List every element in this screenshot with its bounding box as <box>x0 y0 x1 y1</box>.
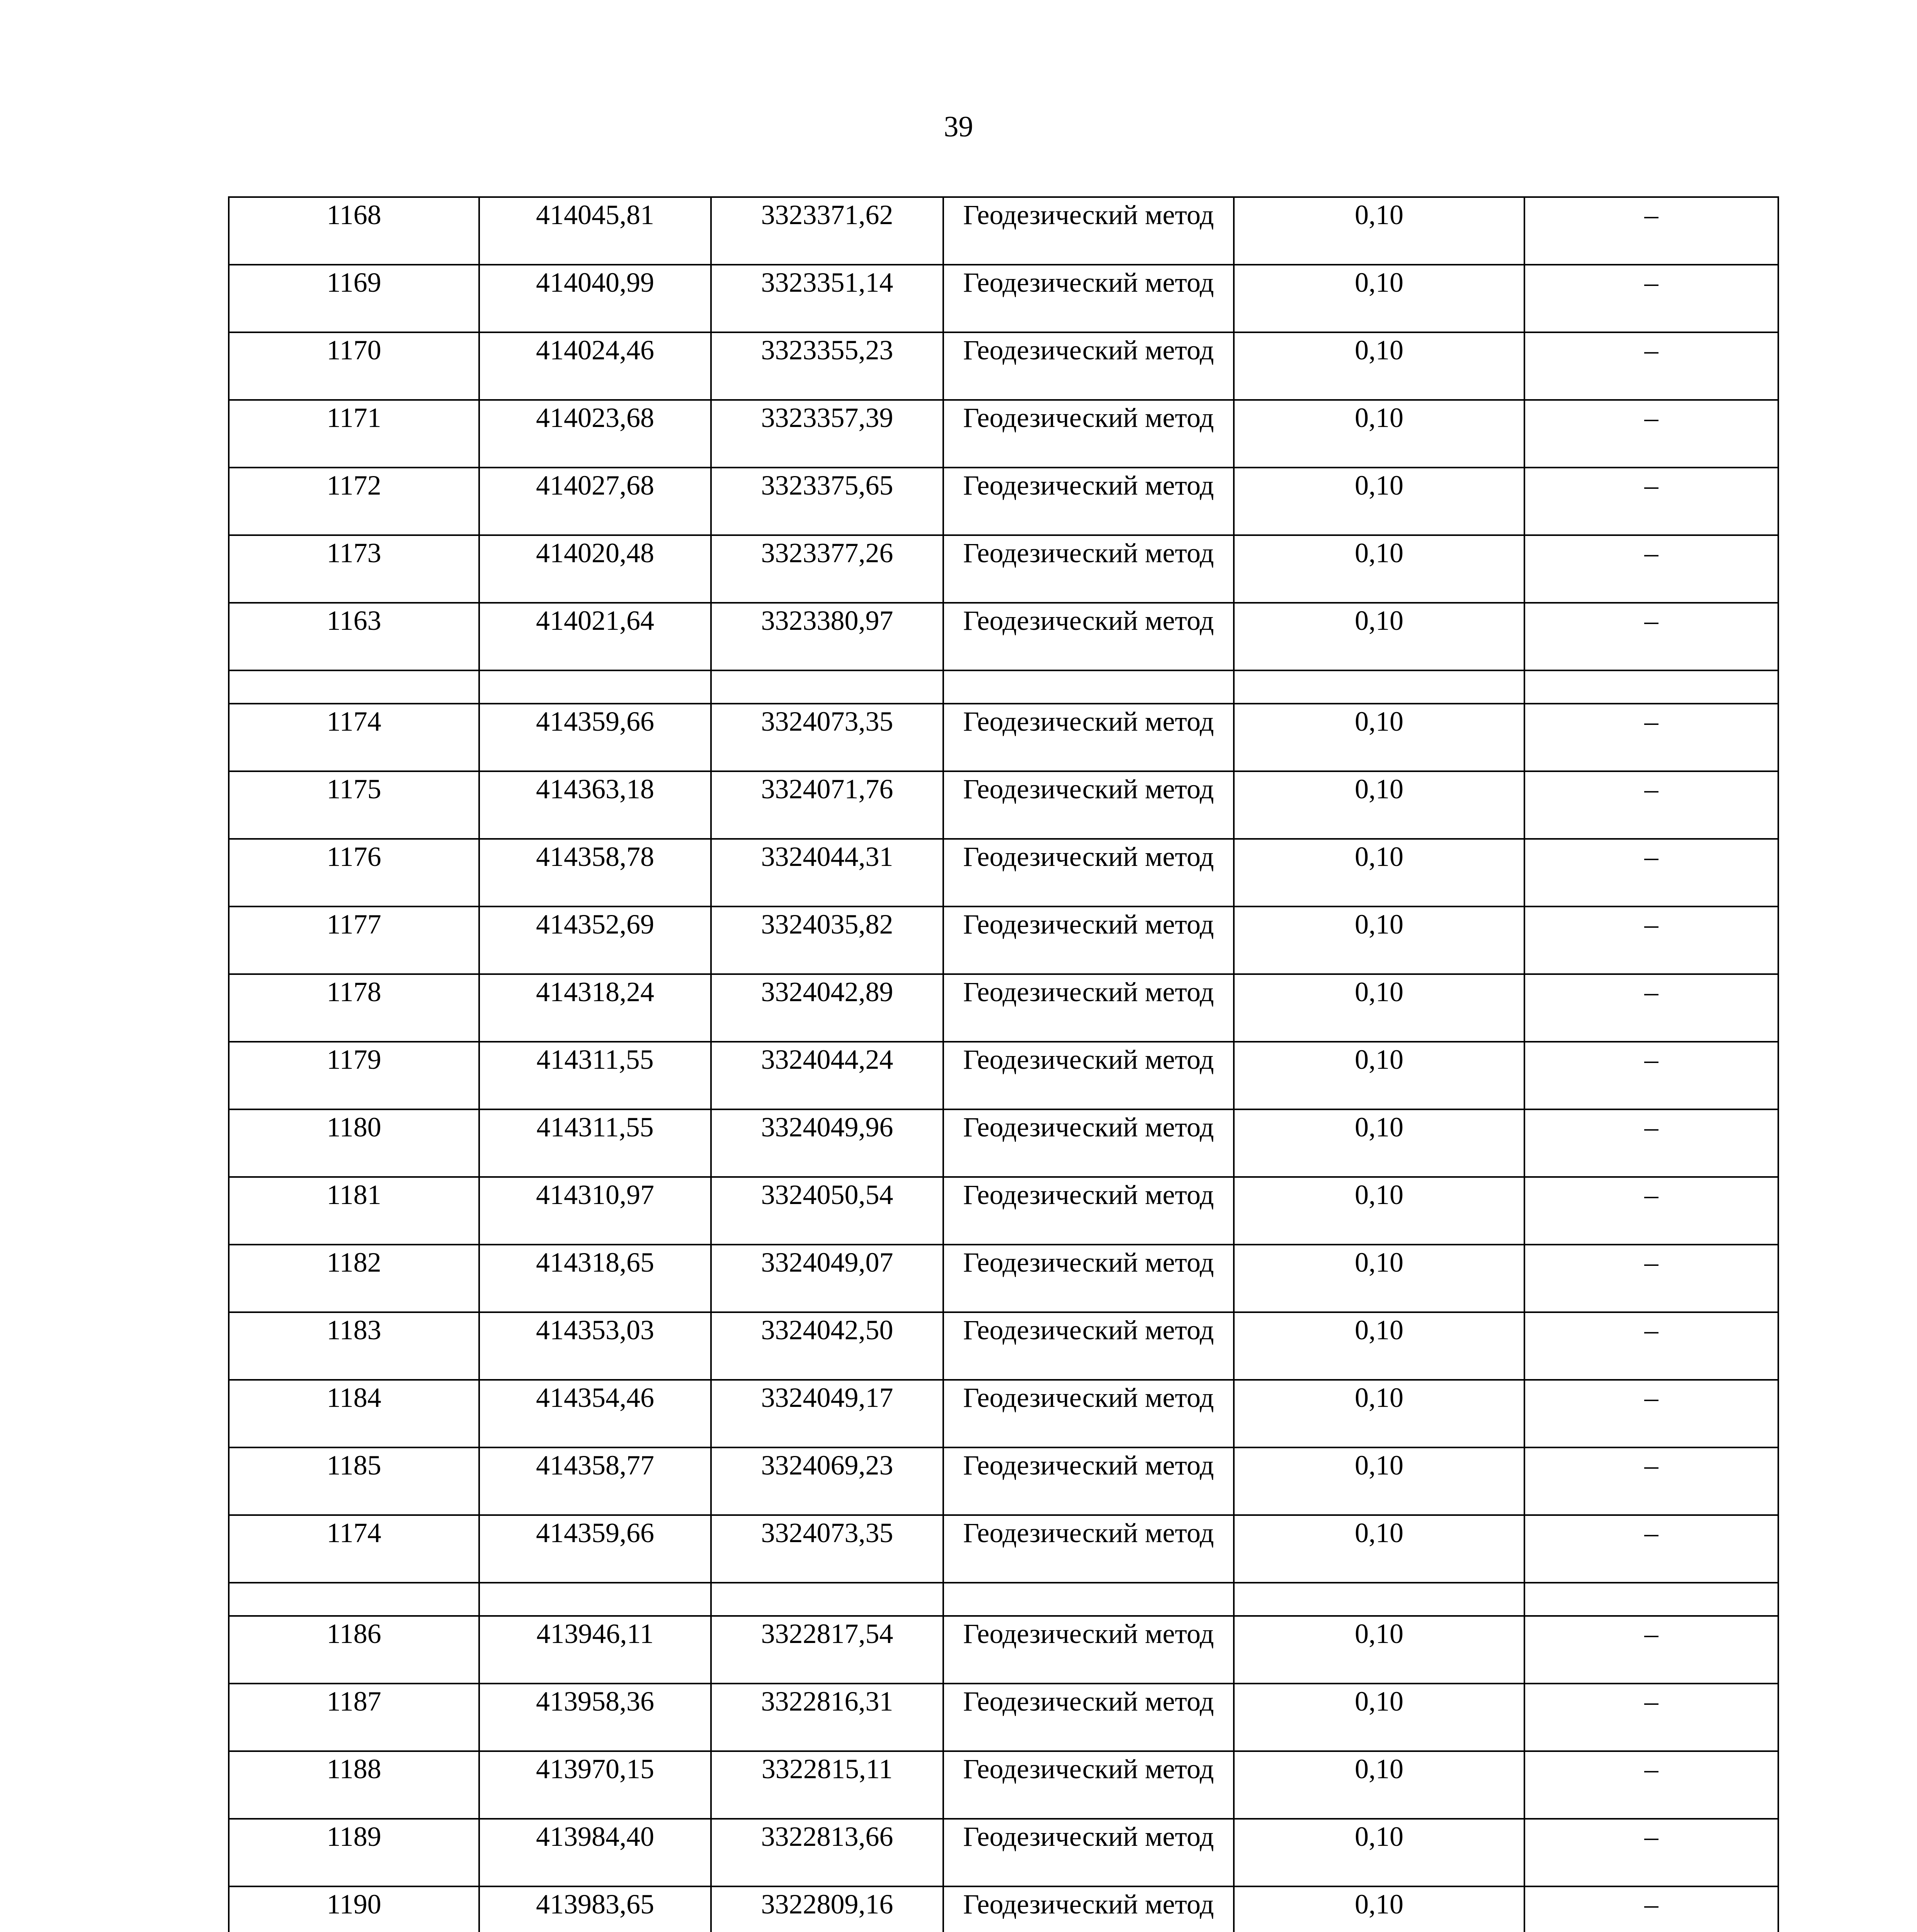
method-text: Геодезический метод <box>963 1179 1214 1210</box>
table-row <box>229 1245 1778 1312</box>
x-coordinate-cell: 414311,55 <box>479 1042 711 1109</box>
accuracy-cell: 0,10 <box>1234 1515 1524 1583</box>
method-cell <box>943 1751 1234 1819</box>
method-cell <box>943 974 1234 1042</box>
table-row <box>229 1312 1778 1380</box>
y-coordinate-cell: 3324042,89 <box>711 974 943 1042</box>
point-number-cell: 1175 <box>229 771 479 839</box>
method-cell <box>943 1380 1234 1447</box>
method-text: Геодезический метод <box>963 605 1214 636</box>
table-row <box>229 1447 1778 1515</box>
empty-cell <box>479 1583 711 1616</box>
accuracy-cell: 0,10 <box>1234 332 1524 400</box>
y-coordinate-cell: 3324042,50 <box>711 1312 943 1380</box>
note-cell: – <box>1524 704 1778 771</box>
empty-cell <box>479 670 711 704</box>
method-cell <box>943 1819 1234 1886</box>
table-row <box>229 1819 1778 1886</box>
table-row <box>229 906 1778 974</box>
point-number-cell: 1169 <box>229 265 479 332</box>
x-coordinate-cell: 414358,78 <box>479 839 711 906</box>
x-coordinate-cell: 413970,15 <box>479 1751 711 1819</box>
y-coordinate-cell: 3324049,17 <box>711 1380 943 1447</box>
x-coordinate-cell: 414318,24 <box>479 974 711 1042</box>
y-coordinate-cell: 3322817,54 <box>711 1616 943 1684</box>
accuracy-cell: 0,10 <box>1234 1109 1524 1177</box>
y-coordinate-cell: 3324035,82 <box>711 906 943 974</box>
method-text: Геодезический метод <box>963 537 1214 568</box>
method-text: Геодезический метод <box>963 841 1214 872</box>
accuracy-cell: 0,10 <box>1234 1886 1524 1932</box>
accuracy-cell: 0,10 <box>1234 1447 1524 1515</box>
method-text: Геодезический метод <box>963 774 1214 804</box>
y-coordinate-cell: 3323371,62 <box>711 197 943 265</box>
method-text: Геодезический метод <box>963 1618 1214 1649</box>
method-cell <box>943 839 1234 906</box>
x-coordinate-cell: 414318,65 <box>479 1245 711 1312</box>
accuracy-cell: 0,10 <box>1234 974 1524 1042</box>
method-cell <box>943 1684 1234 1751</box>
method-text: Геодезический метод <box>963 199 1214 230</box>
method-cell <box>943 1312 1234 1380</box>
point-number-cell: 1174 <box>229 1515 479 1583</box>
empty-cell <box>711 670 943 704</box>
point-number-cell: 1187 <box>229 1684 479 1751</box>
note-cell: – <box>1524 1515 1778 1583</box>
method-cell <box>943 1245 1234 1312</box>
empty-cell <box>943 1583 1234 1616</box>
x-coordinate-cell: 414045,81 <box>479 197 711 265</box>
note-cell: – <box>1524 1886 1778 1932</box>
x-coordinate-cell: 414020,48 <box>479 535 711 603</box>
point-number-cell: 1163 <box>229 603 479 670</box>
note-cell: – <box>1524 1312 1778 1380</box>
point-number-cell: 1173 <box>229 535 479 603</box>
accuracy-cell: 0,10 <box>1234 771 1524 839</box>
point-number-cell: 1179 <box>229 1042 479 1109</box>
y-coordinate-cell: 3324044,24 <box>711 1042 943 1109</box>
table-row <box>229 400 1778 468</box>
x-coordinate-cell: 413983,65 <box>479 1886 711 1932</box>
accuracy-cell: 0,10 <box>1234 1819 1524 1886</box>
x-coordinate-cell: 413958,36 <box>479 1684 711 1751</box>
method-text: Геодезический метод <box>963 706 1214 737</box>
table-row <box>229 603 1778 670</box>
point-number-cell: 1177 <box>229 906 479 974</box>
accuracy-cell: 0,10 <box>1234 1380 1524 1447</box>
coordinates-table <box>228 196 1779 1932</box>
method-cell <box>943 1515 1234 1583</box>
method-cell <box>943 197 1234 265</box>
accuracy-cell: 0,10 <box>1234 1312 1524 1380</box>
y-coordinate-cell: 3323355,23 <box>711 332 943 400</box>
x-coordinate-cell: 414353,03 <box>479 1312 711 1380</box>
empty-cell <box>943 670 1234 704</box>
method-cell <box>943 1177 1234 1245</box>
table-row <box>229 704 1778 771</box>
table-row <box>229 1042 1778 1109</box>
table-row <box>229 1515 1778 1583</box>
y-coordinate-cell: 3323375,65 <box>711 468 943 535</box>
table-row <box>229 974 1778 1042</box>
x-coordinate-cell: 414359,66 <box>479 1515 711 1583</box>
point-number-cell: 1182 <box>229 1245 479 1312</box>
method-text: Геодезический метод <box>963 1112 1214 1143</box>
x-coordinate-cell: 414024,46 <box>479 332 711 400</box>
accuracy-cell: 0,10 <box>1234 1751 1524 1819</box>
method-cell <box>943 1042 1234 1109</box>
note-cell: – <box>1524 1684 1778 1751</box>
accuracy-cell: 0,10 <box>1234 1177 1524 1245</box>
y-coordinate-cell: 3324049,07 <box>711 1245 943 1312</box>
method-cell <box>943 603 1234 670</box>
accuracy-cell: 0,10 <box>1234 468 1524 535</box>
empty-cell <box>229 670 479 704</box>
x-coordinate-cell: 414354,46 <box>479 1380 711 1447</box>
point-number-cell: 1188 <box>229 1751 479 1819</box>
accuracy-cell: 0,10 <box>1234 1616 1524 1684</box>
note-cell: – <box>1524 906 1778 974</box>
point-number-cell: 1174 <box>229 704 479 771</box>
note-cell: – <box>1524 1819 1778 1886</box>
x-coordinate-cell: 414310,97 <box>479 1177 711 1245</box>
point-number-cell: 1172 <box>229 468 479 535</box>
method-cell <box>943 1109 1234 1177</box>
table-row <box>229 1380 1778 1447</box>
x-coordinate-cell: 413946,11 <box>479 1616 711 1684</box>
note-cell: – <box>1524 1447 1778 1515</box>
accuracy-cell: 0,10 <box>1234 704 1524 771</box>
method-cell <box>943 1616 1234 1684</box>
note-cell: – <box>1524 771 1778 839</box>
method-text: Геодезический метод <box>963 1044 1214 1075</box>
method-cell <box>943 771 1234 839</box>
method-cell <box>943 1886 1234 1932</box>
x-coordinate-cell: 414311,55 <box>479 1109 711 1177</box>
point-number-cell: 1170 <box>229 332 479 400</box>
accuracy-cell: 0,10 <box>1234 1042 1524 1109</box>
page-number: 39 <box>944 111 973 143</box>
y-coordinate-cell: 3324044,31 <box>711 839 943 906</box>
table-row <box>229 332 1778 400</box>
y-coordinate-cell: 3323357,39 <box>711 400 943 468</box>
coordinates-table-body <box>229 197 1778 1932</box>
accuracy-cell: 0,10 <box>1234 535 1524 603</box>
point-number-cell: 1190 <box>229 1886 479 1932</box>
point-number-cell: 1171 <box>229 400 479 468</box>
table-row <box>229 1751 1778 1819</box>
table-row <box>229 771 1778 839</box>
note-cell: – <box>1524 468 1778 535</box>
accuracy-cell: 0,10 <box>1234 603 1524 670</box>
y-coordinate-cell: 3323351,14 <box>711 265 943 332</box>
table-row <box>229 197 1778 265</box>
accuracy-cell: 0,10 <box>1234 197 1524 265</box>
point-number-cell: 1180 <box>229 1109 479 1177</box>
y-coordinate-cell: 3323377,26 <box>711 535 943 603</box>
point-number-cell: 1183 <box>229 1312 479 1380</box>
separator-row <box>229 670 1778 704</box>
method-cell <box>943 1447 1234 1515</box>
y-coordinate-cell: 3322816,31 <box>711 1684 943 1751</box>
note-cell: – <box>1524 1042 1778 1109</box>
y-coordinate-cell: 3324049,96 <box>711 1109 943 1177</box>
method-text: Геодезический метод <box>963 1889 1214 1920</box>
method-cell <box>943 704 1234 771</box>
note-cell: – <box>1524 1751 1778 1819</box>
point-number-cell: 1189 <box>229 1819 479 1886</box>
point-number-cell: 1186 <box>229 1616 479 1684</box>
table-row <box>229 839 1778 906</box>
accuracy-cell: 0,10 <box>1234 1245 1524 1312</box>
method-cell <box>943 400 1234 468</box>
method-text: Геодезический метод <box>963 1517 1214 1548</box>
method-text: Геодезический метод <box>963 1821 1214 1852</box>
method-text: Геодезический метод <box>963 1315 1214 1345</box>
accuracy-cell: 0,10 <box>1234 400 1524 468</box>
y-coordinate-cell: 3324050,54 <box>711 1177 943 1245</box>
note-cell: – <box>1524 974 1778 1042</box>
method-cell <box>943 906 1234 974</box>
x-coordinate-cell: 414021,64 <box>479 603 711 670</box>
accuracy-cell: 0,10 <box>1234 906 1524 974</box>
y-coordinate-cell: 3324073,35 <box>711 1515 943 1583</box>
table-row <box>229 1109 1778 1177</box>
x-coordinate-cell: 414040,99 <box>479 265 711 332</box>
method-text: Геодезический метод <box>963 1382 1214 1413</box>
separator-row <box>229 1583 1778 1616</box>
x-coordinate-cell: 414359,66 <box>479 704 711 771</box>
table-row <box>229 1177 1778 1245</box>
note-cell: – <box>1524 1109 1778 1177</box>
note-cell: – <box>1524 400 1778 468</box>
x-coordinate-cell: 414358,77 <box>479 1447 711 1515</box>
empty-cell <box>1524 670 1778 704</box>
table-row <box>229 468 1778 535</box>
table-row <box>229 535 1778 603</box>
method-text: Геодезический метод <box>963 1753 1214 1784</box>
table-row <box>229 1684 1778 1751</box>
y-coordinate-cell: 3324071,76 <box>711 771 943 839</box>
note-cell: – <box>1524 332 1778 400</box>
y-coordinate-cell: 3322815,11 <box>711 1751 943 1819</box>
point-number-cell: 1181 <box>229 1177 479 1245</box>
method-cell <box>943 468 1234 535</box>
y-coordinate-cell: 3324073,35 <box>711 704 943 771</box>
accuracy-cell: 0,10 <box>1234 265 1524 332</box>
x-coordinate-cell: 413984,40 <box>479 1819 711 1886</box>
method-text: Геодезический метод <box>963 1686 1214 1717</box>
point-number-cell: 1178 <box>229 974 479 1042</box>
method-cell <box>943 265 1234 332</box>
table-row <box>229 265 1778 332</box>
point-number-cell: 1185 <box>229 1447 479 1515</box>
method-text: Геодезический метод <box>963 1247 1214 1278</box>
table-row <box>229 1886 1778 1932</box>
x-coordinate-cell: 414363,18 <box>479 771 711 839</box>
empty-cell <box>711 1583 943 1616</box>
method-cell <box>943 535 1234 603</box>
x-coordinate-cell: 414352,69 <box>479 906 711 974</box>
point-number-cell: 1176 <box>229 839 479 906</box>
note-cell: – <box>1524 603 1778 670</box>
x-coordinate-cell: 414023,68 <box>479 400 711 468</box>
empty-cell <box>1234 670 1524 704</box>
y-coordinate-cell: 3322809,16 <box>711 1886 943 1932</box>
note-cell: – <box>1524 197 1778 265</box>
method-text: Геодезический метод <box>963 402 1214 433</box>
empty-cell <box>229 1583 479 1616</box>
method-text: Геодезический метод <box>963 1450 1214 1481</box>
empty-cell <box>1524 1583 1778 1616</box>
point-number-cell: 1184 <box>229 1380 479 1447</box>
note-cell: – <box>1524 265 1778 332</box>
note-cell: – <box>1524 1616 1778 1684</box>
method-text: Геодезический метод <box>963 976 1214 1007</box>
method-text: Геодезический метод <box>963 909 1214 940</box>
method-cell <box>943 332 1234 400</box>
point-number-cell: 1168 <box>229 197 479 265</box>
y-coordinate-cell: 3322813,66 <box>711 1819 943 1886</box>
accuracy-cell: 0,10 <box>1234 839 1524 906</box>
note-cell: – <box>1524 1245 1778 1312</box>
y-coordinate-cell: 3324069,23 <box>711 1447 943 1515</box>
note-cell: – <box>1524 839 1778 906</box>
method-text: Геодезический метод <box>963 470 1214 501</box>
x-coordinate-cell: 414027,68 <box>479 468 711 535</box>
method-text: Геодезический метод <box>963 267 1214 298</box>
method-text: Геодезический метод <box>963 335 1214 366</box>
note-cell: – <box>1524 1177 1778 1245</box>
accuracy-cell: 0,10 <box>1234 1684 1524 1751</box>
table-row <box>229 1616 1778 1684</box>
y-coordinate-cell: 3323380,97 <box>711 603 943 670</box>
note-cell: – <box>1524 535 1778 603</box>
empty-cell <box>1234 1583 1524 1616</box>
note-cell: – <box>1524 1380 1778 1447</box>
